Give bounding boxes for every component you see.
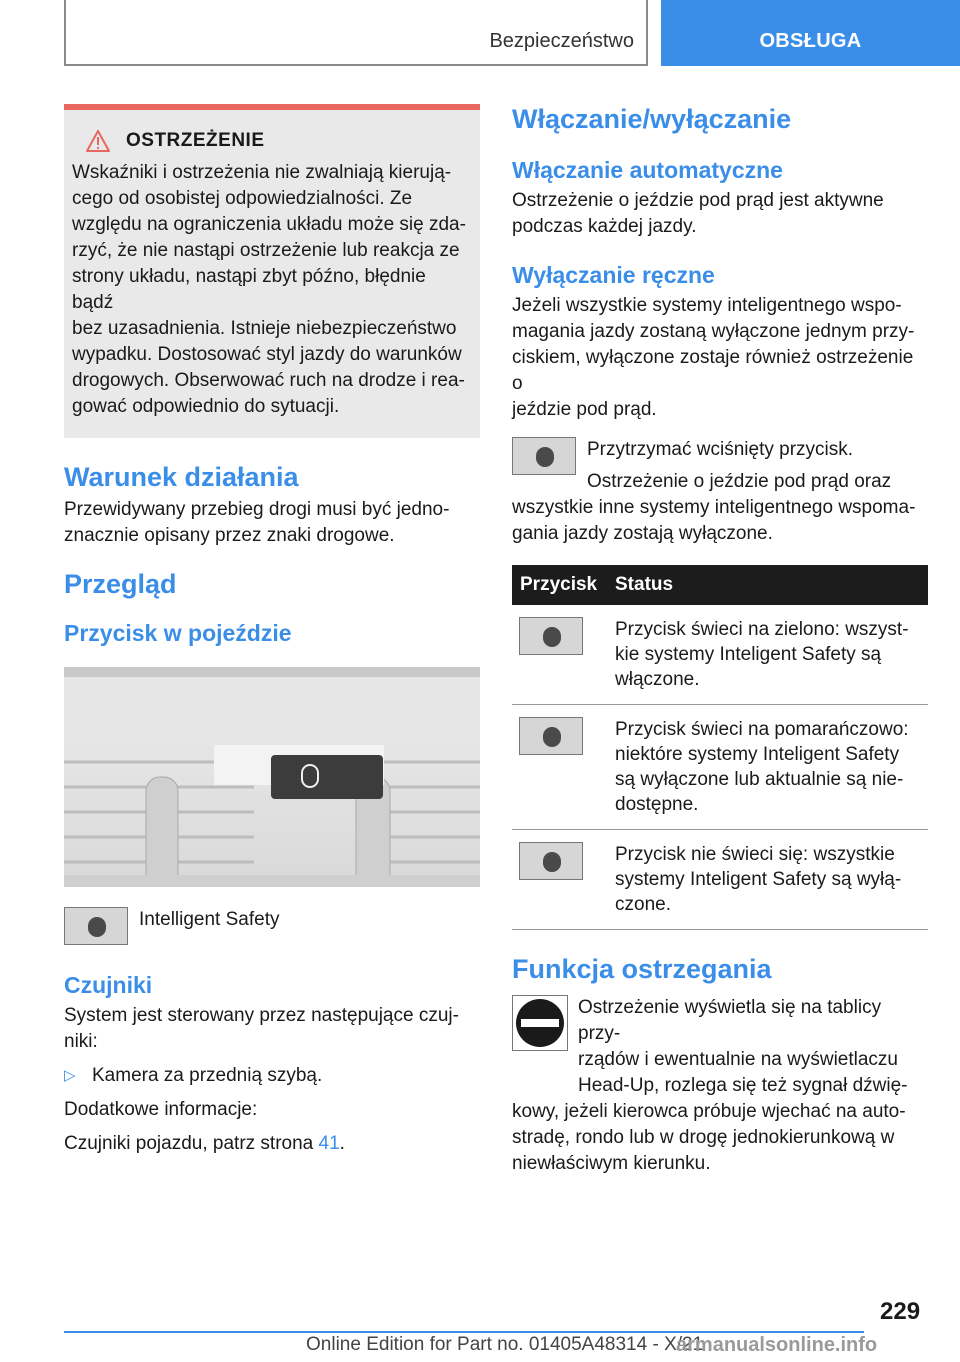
condition-text: znacznie opisany przez znaki drogowe. [64,525,395,546]
button-orange-icon [519,717,583,755]
auto-text: Ostrzeżenie o jeździe pod prąd jest aktywne [512,190,884,211]
condition-heading: Warunek działania [64,462,299,492]
status-line: Przycisk nie świeci się: wszystkie [615,844,895,865]
manual-text: ciskiem, wyłączone zostaje również ostrzeżenie o [512,347,914,394]
more-info-label: Dodatkowe informacje: [64,1099,258,1120]
status-cell [615,717,928,817]
warning-function-line: rządów i ewentualnie na wyświetlaczu [578,1049,898,1070]
warning-line: gować odpowiednio do sytuacji. [72,396,340,417]
intelligent-safety-button-icon [64,907,128,945]
manual-text: jeździe pod prąd. [512,399,657,420]
status-line: niektóre systemy Inteligent Safety [615,744,900,765]
button-heading: Przycisk w pojeździe [64,620,292,646]
manual-text: Jeżeli wszystkie systemy inteligentnego wspo‐ [512,295,902,316]
button-green-icon [519,617,583,655]
status-line: Przycisk świeci na pomarańczowo: [615,719,909,740]
warning-function-line: kowy, jeżeli kierowca próbuje wjechać na auto‐ [512,1101,906,1122]
table-row [512,830,928,930]
warning-box [64,104,480,438]
footer-divider [64,1331,864,1333]
onoff-heading: Włączanie/wyłączanie [512,104,792,134]
page-reference [64,1131,480,1157]
column-header-status: Status [615,574,674,595]
sensors-text: System jest sterowany przez następujące czuj‐ [64,1005,459,1026]
condition-text: Przewidywany przebieg drogi musi być jedno‐ [64,499,450,520]
no-entry-row [512,995,928,1099]
warning-function-line: niewłaściwym kierunku. [512,1153,711,1174]
warning-function-line: Head-Up, rozlega się też sygnał dźwię‐ [578,1075,908,1096]
intelligent-safety-button-icon [512,437,576,475]
hold-result: wszystkie inne systemy inteligentnego wspoma‐ [512,497,916,518]
status-cell [615,617,928,692]
status-line: dostępne. [615,794,699,815]
intelligent-safety-label: Intelligent Safety [139,909,280,930]
bullet-marker: ▷ [64,1067,76,1084]
section-title: Bezpieczeństwo [489,30,634,52]
warning-function-line: stradę, rondo lub w drogę jednokierunkową w [512,1127,895,1148]
list-item [64,1063,480,1089]
left-column [64,104,480,1157]
status-line: czone. [615,894,671,915]
watermark: armanualsonline.info [676,1334,878,1356]
warning-title-row [86,130,472,152]
column-header-button: Przycisk [520,574,598,595]
header-section-box [64,0,648,66]
warning-line: drogowych. Obserwować ruch na drodze i rea‐ [72,370,465,391]
warning-line: względu na ograniczenia układu może się zda‐ [72,214,466,235]
table-row [512,705,928,830]
button-off-icon [519,842,583,880]
warning-line: wypadku. Dostosować styl jazdy do warunków [72,344,462,365]
reference-text: Czujniki pojazdu, patrz strona [64,1133,319,1154]
hold-result: Ostrzeżenie o jeździe pod prąd oraz [587,471,892,492]
warning-line: bez uzasadnienia. Istnieje niebezpieczeństwo [72,318,457,339]
page-number: 229 [880,1298,921,1325]
status-line: kie systemy Inteligent Safety są [615,644,882,665]
warning-line: cego od osobistej odpowiedzialności. Ze [72,188,413,209]
auto-text: podczas każdej jazdy. [512,216,697,237]
status-table [512,565,928,930]
hold-instruction-row [512,437,928,495]
dashboard-button-photo [64,667,480,887]
status-line: są wyłączone lub aktualnie są nie‐ [615,769,904,790]
hold-instruction [587,437,891,495]
reference-link[interactable]: 41 [318,1133,340,1154]
warning-line: strony układu, nastąpi zbyt późno, błędnie bądź [72,266,426,313]
right-column [512,104,928,1177]
warning-function-heading: Funkcja ostrzegania [512,954,772,984]
overview-heading: Przegląd [64,569,177,599]
status-line: włączone. [615,669,700,690]
reference-end: . [339,1133,345,1154]
manual-heading: Wyłączanie ręczne [512,262,715,288]
hold-text: Przytrzymać wciśnięty przycisk. [587,439,854,460]
status-line: systemy Inteligent Safety są wyłą‐ [615,869,902,890]
no-entry-sign-icon [512,995,568,1051]
bullet-text: Kamera za przednią szybą. [92,1065,323,1086]
warning-function-line: Ostrzeżenie wyświetla się na tablicy przy‐ [578,997,882,1044]
hold-result: gania jazdy zostają wyłączone. [512,523,773,544]
sensors-heading: Czujniki [64,972,153,998]
warning-triangle-icon [86,130,110,152]
auto-heading: Włączanie automatyczne [512,157,783,183]
chapter-tab-label: OBSŁUGA [759,30,862,52]
warning-line: Wskaźniki i ostrzeżenia nie zwalniają kierują‐ [72,162,452,183]
intelligent-safety-row [64,907,480,945]
table-row [512,605,928,705]
warning-title: OSTRZEŻENIE [126,130,265,151]
edition-text: Online Edition for Part no. 01405A48314 - X/21 [306,1334,704,1355]
warning-line: rzyć, że nie nastąpi ostrzeżenie lub reakcja ze [72,240,460,261]
table-header [512,565,928,605]
chapter-tab[interactable] [661,0,960,66]
status-cell [615,842,928,917]
sensors-text: niki: [64,1031,98,1052]
status-line: Przycisk świeci na zielono: wszyst‐ [615,619,909,640]
warning-function-text [578,995,928,1099]
manual-text: magania jazdy zostaną wyłączone jednym przy‐ [512,321,915,342]
